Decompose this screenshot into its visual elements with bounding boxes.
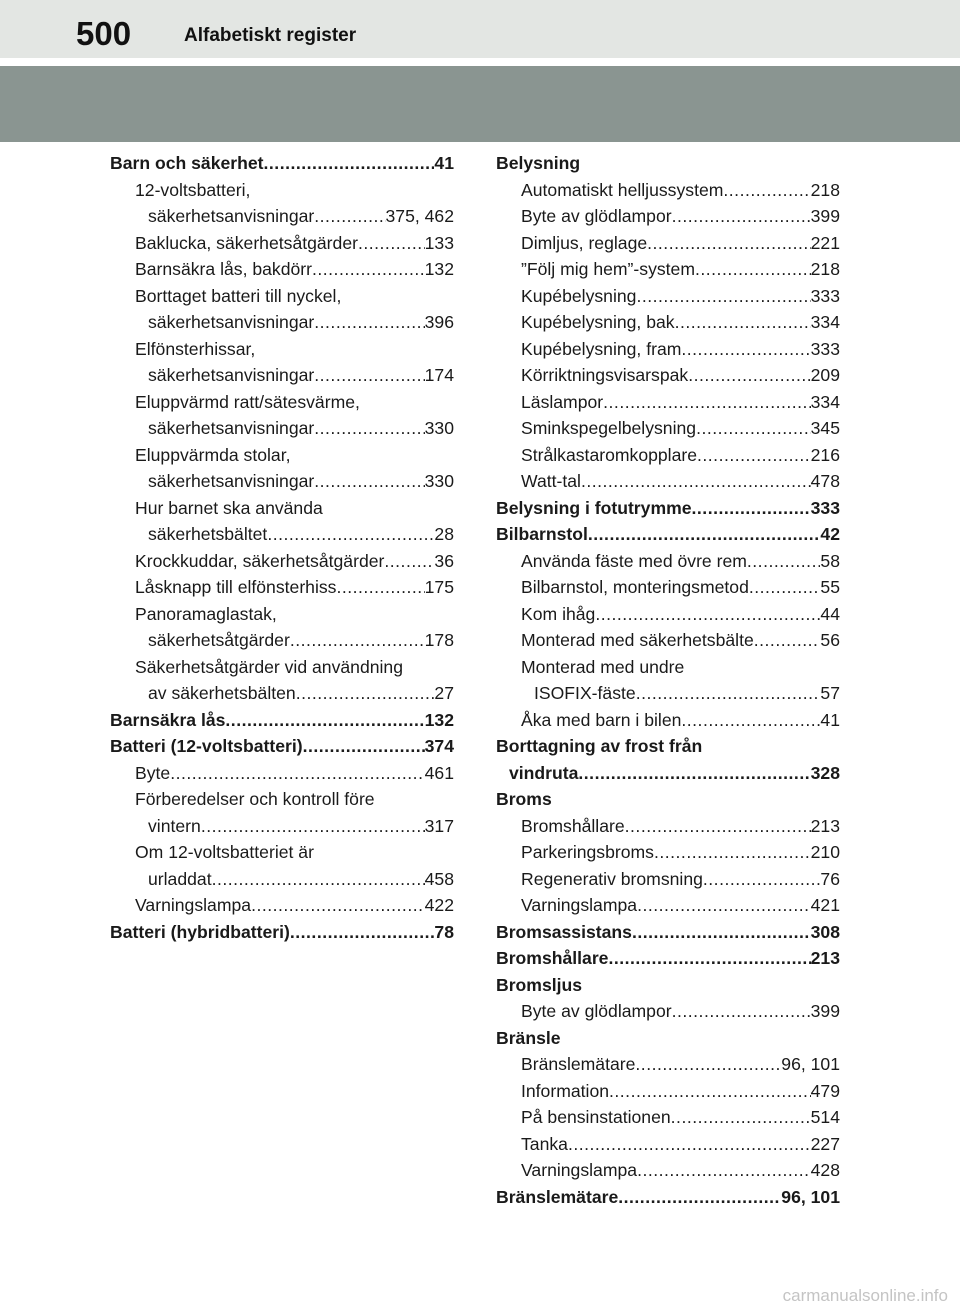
watermark: carmanualsonline.info: [782, 1286, 948, 1305]
index-entry: [110, 468, 454, 495]
dot-leader: [578, 760, 810, 787]
index-entry: [110, 389, 454, 416]
dot-leader: [696, 415, 811, 442]
entry-text: Kupébelysning, bak: [521, 312, 675, 332]
entry-page: 133: [424, 232, 454, 253]
index-entry: [110, 283, 454, 310]
index-entry: [496, 654, 840, 681]
entry-text: säkerhetsbältet: [148, 524, 268, 544]
entry-text: Låsknapp till elfönsterhiss: [135, 577, 337, 597]
entry-text: Bilbarnstol: [496, 524, 588, 544]
dot-leader: [637, 1157, 811, 1184]
index-entry: [496, 760, 840, 787]
dot-leader: [675, 309, 811, 336]
entry-page: 57: [820, 683, 840, 703]
dot-leader: [723, 177, 810, 204]
entry-text: säkerhetsanvisningar: [148, 471, 315, 491]
dot-leader: [267, 521, 434, 548]
entry-page: 41: [434, 153, 454, 173]
entry-page: 399: [810, 206, 840, 226]
entry-text: Byte av glödlampor: [521, 1001, 672, 1021]
dot-leader: [636, 283, 810, 310]
entry-text: Automatiskt helljussystem: [521, 179, 724, 200]
section-title: Alfabetiskt register: [184, 25, 357, 46]
entry-page: 422: [424, 895, 454, 915]
entry-text: Varningslampa: [521, 895, 638, 915]
entry-page: 213: [810, 815, 840, 836]
index-entry: [110, 574, 454, 601]
entry-page: 478: [810, 471, 840, 491]
entry-text: Barn och säkerhet: [110, 153, 264, 173]
entry-text: säkerhetsåtgärder: [148, 630, 290, 650]
entry-text: Regenerativ bromsning: [521, 868, 703, 889]
entry-text: Bromsassistans: [496, 921, 632, 942]
entry-text: vindruta: [509, 762, 579, 783]
entry-page: 36: [434, 550, 454, 571]
entry-text: Sminkspegelbelysning: [521, 418, 697, 438]
entry-page: 345: [810, 418, 840, 438]
entry-text: Förberedelser och kontroll före: [135, 789, 375, 809]
entry-text: Batteri (12-voltsbatteri): [110, 736, 303, 756]
entry-page: 42: [820, 524, 840, 544]
index-entry: [110, 866, 454, 893]
entry-page: 28: [434, 524, 454, 544]
dot-leader: [595, 601, 820, 628]
entry-page: 175: [424, 577, 454, 597]
entry-page: 178: [424, 630, 454, 650]
index-entry: [110, 309, 454, 336]
index-entry: [110, 548, 454, 575]
index-entry: [496, 389, 840, 416]
entry-page: 174: [424, 365, 454, 385]
entry-text: Tanka: [521, 1133, 568, 1154]
dot-leader: [312, 256, 425, 283]
dot-leader: [384, 548, 434, 575]
entry-text: säkerhetsanvisningar: [148, 206, 315, 226]
index-entry: [496, 468, 840, 495]
dot-leader: [625, 813, 811, 840]
index-entry: [110, 230, 454, 257]
entry-page: 334: [810, 312, 840, 332]
entry-text: Bromshållare: [521, 815, 625, 836]
index-entry: [496, 601, 840, 628]
index-entry: [110, 654, 454, 681]
entry-page: 428: [810, 1160, 840, 1180]
entry-text: Elfönsterhissar,: [135, 338, 256, 359]
entry-text: Körriktningsvisarspak: [521, 365, 689, 385]
index-entry: [496, 203, 840, 230]
index-entry: [496, 1051, 840, 1078]
index-entry: [110, 760, 454, 787]
index-entry: [496, 707, 840, 734]
entry-page: 421: [810, 895, 840, 915]
dot-leader: [672, 203, 811, 230]
dot-leader: [358, 230, 425, 257]
index-entry: [110, 707, 454, 734]
entry-text: Om 12-voltsbatteriet är: [135, 842, 314, 862]
index-entry: [496, 256, 840, 283]
index-entry: [496, 336, 840, 363]
dot-leader: [290, 627, 425, 654]
entry-page: 27: [434, 683, 454, 703]
entry-page: 210: [810, 842, 840, 862]
entry-page: 58: [820, 550, 840, 571]
index-entry: [496, 521, 840, 548]
index-entry: [496, 866, 840, 893]
index-entry: [496, 177, 840, 204]
entry-page: 96, 101: [781, 1054, 840, 1074]
entry-text: Bränsle: [496, 1027, 561, 1048]
entry-page: 96, 101: [781, 1186, 840, 1207]
entry-page: 396: [424, 312, 454, 332]
dot-leader: [314, 362, 424, 389]
entry-page: 213: [810, 948, 840, 968]
dot-leader: [608, 945, 810, 972]
dot-leader: [647, 230, 811, 257]
dot-leader: [314, 415, 424, 442]
entry-text: säkerhetsanvisningar: [148, 312, 315, 332]
entry-text: Watt-tal: [521, 471, 581, 491]
entry-text: Monterad med undre: [521, 656, 685, 677]
entry-text: Information: [521, 1080, 610, 1101]
dot-leader: [749, 574, 821, 601]
dot-leader: [314, 468, 424, 495]
index-entry: [110, 442, 454, 469]
dot-leader: [681, 707, 820, 734]
index-entry: [496, 1157, 840, 1184]
entry-page: 216: [810, 444, 840, 465]
index-entry: [110, 839, 454, 866]
entry-text: Krockkuddar, säkerhetsåtgärder: [135, 550, 385, 571]
index-entry: [110, 256, 454, 283]
entry-text: Åka med barn i bilen: [521, 709, 682, 730]
entry-page: 333: [810, 338, 840, 359]
index-entry: [496, 813, 840, 840]
index-entry: [110, 813, 454, 840]
index-entry: [110, 362, 454, 389]
index-entry: [496, 1078, 840, 1105]
dot-leader: [695, 256, 811, 283]
entry-text: På bensinstationen: [521, 1107, 671, 1127]
entry-page: 317: [424, 815, 454, 836]
index-entry: [496, 972, 840, 999]
entry-text: vintern: [148, 815, 201, 836]
index-entry: [496, 415, 840, 442]
index-entry: [496, 733, 840, 760]
entry-text: säkerhetsanvisningar: [148, 365, 315, 385]
entry-text: Eluppvärmd ratt/sätesvärme,: [135, 391, 360, 412]
index-entry: [110, 733, 454, 760]
entry-text: Läslampor: [521, 391, 604, 412]
dot-leader: [672, 998, 811, 1025]
entry-page: 41: [820, 709, 840, 730]
page-header: [0, 0, 960, 58]
dot-leader: [603, 389, 810, 416]
entry-text: Hur barnet ska använda: [135, 497, 323, 518]
entry-text: 12-voltsbatteri,: [135, 179, 251, 200]
index-entry: [110, 177, 454, 204]
index-entry: [496, 495, 840, 522]
dot-leader: [264, 150, 435, 177]
entry-text: Monterad med säkerhetsbälte: [521, 630, 754, 650]
entry-page: 44: [820, 603, 840, 624]
dot-leader: [754, 627, 821, 654]
dot-leader: [314, 309, 424, 336]
entry-text: Borttagning av frost från: [496, 736, 703, 756]
dot-leader: [688, 362, 810, 389]
dot-leader: [635, 1051, 781, 1078]
entry-text: av säkerhetsbälten: [148, 683, 296, 703]
entry-text: Kom ihåg: [521, 603, 596, 624]
index-entry: [110, 786, 454, 813]
entry-page: 333: [810, 285, 840, 306]
index-entry: [496, 309, 840, 336]
dot-leader: [703, 866, 821, 893]
entry-text: Parkeringsbroms: [521, 842, 654, 862]
entry-text: Dimljus, reglage: [521, 232, 648, 253]
index-entry: [496, 892, 840, 919]
entry-page: 56: [820, 630, 840, 650]
entry-text: Bränslemätare: [521, 1054, 636, 1074]
entry-page: 132: [424, 259, 454, 279]
entry-text: Kupébelysning: [521, 285, 637, 306]
index-entry: [496, 230, 840, 257]
entry-page: 330: [424, 418, 454, 438]
dot-leader: [588, 521, 821, 548]
dot-leader: [314, 203, 385, 230]
index-entry: [496, 1025, 840, 1052]
dot-leader: [654, 839, 811, 866]
index-entry: [496, 627, 840, 654]
entry-page: 479: [810, 1080, 840, 1101]
header-band: [0, 66, 960, 142]
entry-page: 375, 462: [385, 206, 454, 226]
dot-leader: [697, 442, 811, 469]
entry-text: ”Följ mig hem”-system: [521, 259, 695, 279]
entry-page: 374: [424, 736, 454, 756]
dot-leader: [632, 919, 811, 946]
page-number: 500: [76, 15, 132, 52]
entry-text: Kupébelysning, fram: [521, 338, 682, 359]
index-entry: [110, 336, 454, 363]
entry-text: Varningslampa: [135, 895, 252, 915]
entry-page: 218: [810, 259, 840, 279]
entry-text: Baklucka, säkerhetsåtgärder: [135, 232, 358, 253]
entry-page: 308: [810, 921, 840, 942]
index-column-right: [496, 150, 840, 1210]
index-entry: [496, 442, 840, 469]
entry-page: 458: [424, 868, 454, 889]
entry-page: 132: [424, 709, 454, 730]
entry-page: 333: [810, 497, 840, 518]
dot-leader: [609, 1078, 811, 1105]
index-entry: [496, 362, 840, 389]
entry-text: säkerhetsanvisningar: [148, 418, 315, 438]
entry-text: Bromshållare: [496, 948, 609, 968]
index-entry: [110, 495, 454, 522]
index-entry: [496, 1131, 840, 1158]
index-entry: [496, 919, 840, 946]
entry-text: urladdat: [148, 868, 212, 889]
entry-page: 218: [810, 179, 840, 200]
entry-text: Strålkastaromkopplare: [521, 444, 698, 465]
entry-text: Byte av glödlampor: [521, 206, 672, 226]
dot-leader: [747, 548, 821, 575]
dot-leader: [568, 1131, 811, 1158]
index-entry: [496, 680, 840, 707]
dot-leader: [637, 892, 811, 919]
index-entry: [496, 786, 840, 813]
dot-leader: [692, 495, 811, 522]
index-entry: [496, 1104, 840, 1131]
entry-page: 227: [810, 1133, 840, 1154]
index-entry: [496, 998, 840, 1025]
entry-text: Säkerhetsåtgärder vid användning: [135, 656, 403, 677]
entry-text: Bromsljus: [496, 974, 583, 995]
entry-page: 76: [820, 868, 840, 889]
entry-text: Bilbarnstol, monteringsmetod: [521, 577, 749, 597]
entry-text: Varningslampa: [521, 1160, 638, 1180]
index-entry: [110, 627, 454, 654]
dot-leader: [681, 336, 810, 363]
dot-leader: [671, 1104, 811, 1131]
entry-page: 209: [810, 365, 840, 385]
entry-page: 514: [810, 1107, 840, 1127]
index-entry: [496, 945, 840, 972]
dot-leader: [212, 866, 425, 893]
dot-leader: [336, 574, 424, 601]
entry-page: 399: [810, 1001, 840, 1021]
entry-page: 78: [434, 921, 454, 942]
entry-text: Använda fäste med övre rem: [521, 550, 747, 571]
index-entry: [110, 203, 454, 230]
index-entry: [110, 415, 454, 442]
index-column-left: [110, 150, 454, 945]
dot-leader: [225, 707, 424, 734]
entry-text: Barnsäkra lås, bakdörr: [135, 259, 312, 279]
entry-text: Byte: [135, 762, 171, 783]
dot-leader: [618, 1184, 781, 1211]
index-entry: [110, 680, 454, 707]
entry-text: Belysning: [496, 153, 581, 173]
entry-page: 334: [810, 391, 840, 412]
entry-page: 461: [424, 762, 454, 783]
entry-text: Eluppvärmda stolar,: [135, 444, 291, 465]
entry-page: 221: [810, 232, 840, 253]
dot-leader: [201, 813, 425, 840]
index-entry: [496, 283, 840, 310]
index-entry: [496, 150, 840, 177]
entry-text: Barnsäkra lås: [110, 709, 226, 730]
dot-leader: [581, 468, 811, 495]
index-entry: [110, 919, 454, 946]
dot-leader: [170, 760, 424, 787]
entry-text: ISOFIX-fäste: [534, 683, 636, 703]
entry-text: Bränslemätare: [496, 1186, 619, 1207]
entry-page: 328: [810, 762, 840, 783]
entry-text: Belysning i fotutrymme: [496, 497, 692, 518]
index-entry: [110, 150, 454, 177]
entry-text: Batteri (hybridbatteri): [110, 921, 290, 942]
index-entry: [110, 601, 454, 628]
dot-leader: [251, 892, 425, 919]
dot-leader: [296, 680, 435, 707]
entry-text: Borttaget batteri till nyckel,: [135, 285, 342, 306]
dot-leader: [303, 733, 425, 760]
dot-leader: [636, 680, 821, 707]
index-entry: [496, 548, 840, 575]
entry-text: Panoramaglastak,: [135, 603, 277, 624]
index-entry: [496, 574, 840, 601]
dot-leader: [290, 919, 435, 946]
index-entry: [496, 1184, 840, 1211]
index-entry: [110, 521, 454, 548]
index-entry: [496, 839, 840, 866]
index-entry: [110, 892, 454, 919]
entry-page: 55: [820, 577, 840, 597]
entry-page: 330: [424, 471, 454, 491]
entry-text: Broms: [496, 789, 552, 809]
